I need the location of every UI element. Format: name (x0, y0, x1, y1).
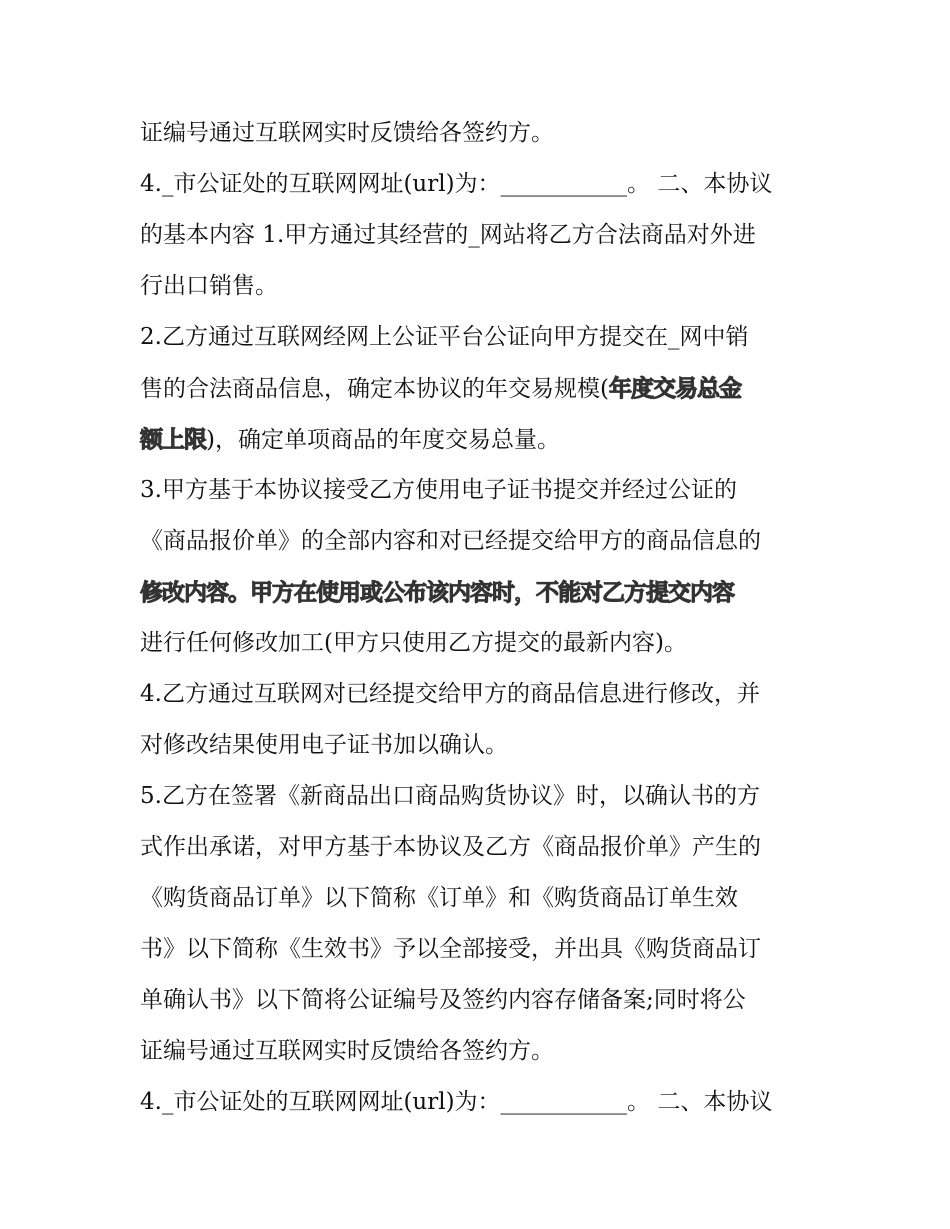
text-run: 4._市公证处的互联网网址(url)为：___________。 二、本协议 (140, 1089, 773, 1115)
text-line (140, 720, 830, 771)
text-line (140, 1077, 830, 1128)
outlined-text: 额上限 (140, 426, 206, 453)
text-run: 单确认书》以下简将公证编号及签约内容存储备案;同时将公 (140, 987, 746, 1013)
text-run: 3.甲方基于本协议接受乙方使用电子证书提交并经过公证的 (140, 477, 737, 503)
document-body (140, 108, 830, 1128)
text-line (140, 516, 830, 567)
text-run: 2.乙方通过互联网经网上公证平台公证向甲方提交在_网中销 (140, 324, 749, 350)
text-run: 证编号通过互联网实时反馈给各签约方。 (140, 120, 554, 146)
text-run: 对修改结果使用电子证书加以确认。 (140, 732, 508, 758)
text-run: 证编号通过互联网实时反馈给各签约方。 (140, 1038, 554, 1064)
text-line (140, 465, 830, 516)
text-run: 售的合法商品信息，确定本协议的年交易规模( (140, 376, 609, 402)
outlined-text: 年度交易总金 (608, 375, 741, 402)
text-run: 进行任何修改加工(甲方只使用乙方提交的最新内容)。 (140, 630, 687, 656)
text-line (140, 771, 830, 822)
text-line (140, 975, 830, 1026)
text-run: 式作出承诺，对甲方基于本协议及乙方《商品报价单》产生的 (140, 834, 761, 860)
outlined-text: 修改内容。甲方在使用或公布该内容时，不能对乙方提交内容 (140, 579, 734, 606)
text-run: 《商品报价单》的全部内容和对已经提交给甲方的商品信息的 (140, 528, 761, 554)
text-run: 行出口销售。 (140, 273, 278, 299)
text-line (140, 822, 830, 873)
text-line (140, 873, 830, 924)
text-line (140, 414, 830, 465)
text-run: 书》以下简称《生效书》予以全部接受，并出具《购货商品订 (140, 936, 761, 962)
text-line (140, 669, 830, 720)
text-line (140, 618, 830, 669)
text-run: 4._市公证处的互联网网址(url)为：___________。 二、本协议 (140, 171, 773, 197)
text-line (140, 1026, 830, 1077)
text-line (140, 924, 830, 975)
text-line (140, 159, 830, 210)
text-line (140, 210, 830, 261)
text-run: 的基本内容 1.甲方通过其经营的_网站将乙方合法商品对外进 (140, 222, 756, 248)
text-line (140, 567, 830, 618)
text-run: 《购货商品订单》以下简称《订单》和《购货商品订单生效 (140, 885, 738, 911)
text-run: 4.乙方通过互联网对已经提交给甲方的商品信息进行修改，并 (140, 681, 760, 707)
text-run: 5.乙方在签署《新商品出口商品购货协议》时，以确认书的方 (140, 783, 760, 809)
text-line (140, 312, 830, 363)
text-run: )，确定单项商品的年度交易总量。 (206, 427, 560, 453)
text-line (140, 261, 830, 312)
text-line (140, 363, 830, 414)
text-line (140, 108, 830, 159)
